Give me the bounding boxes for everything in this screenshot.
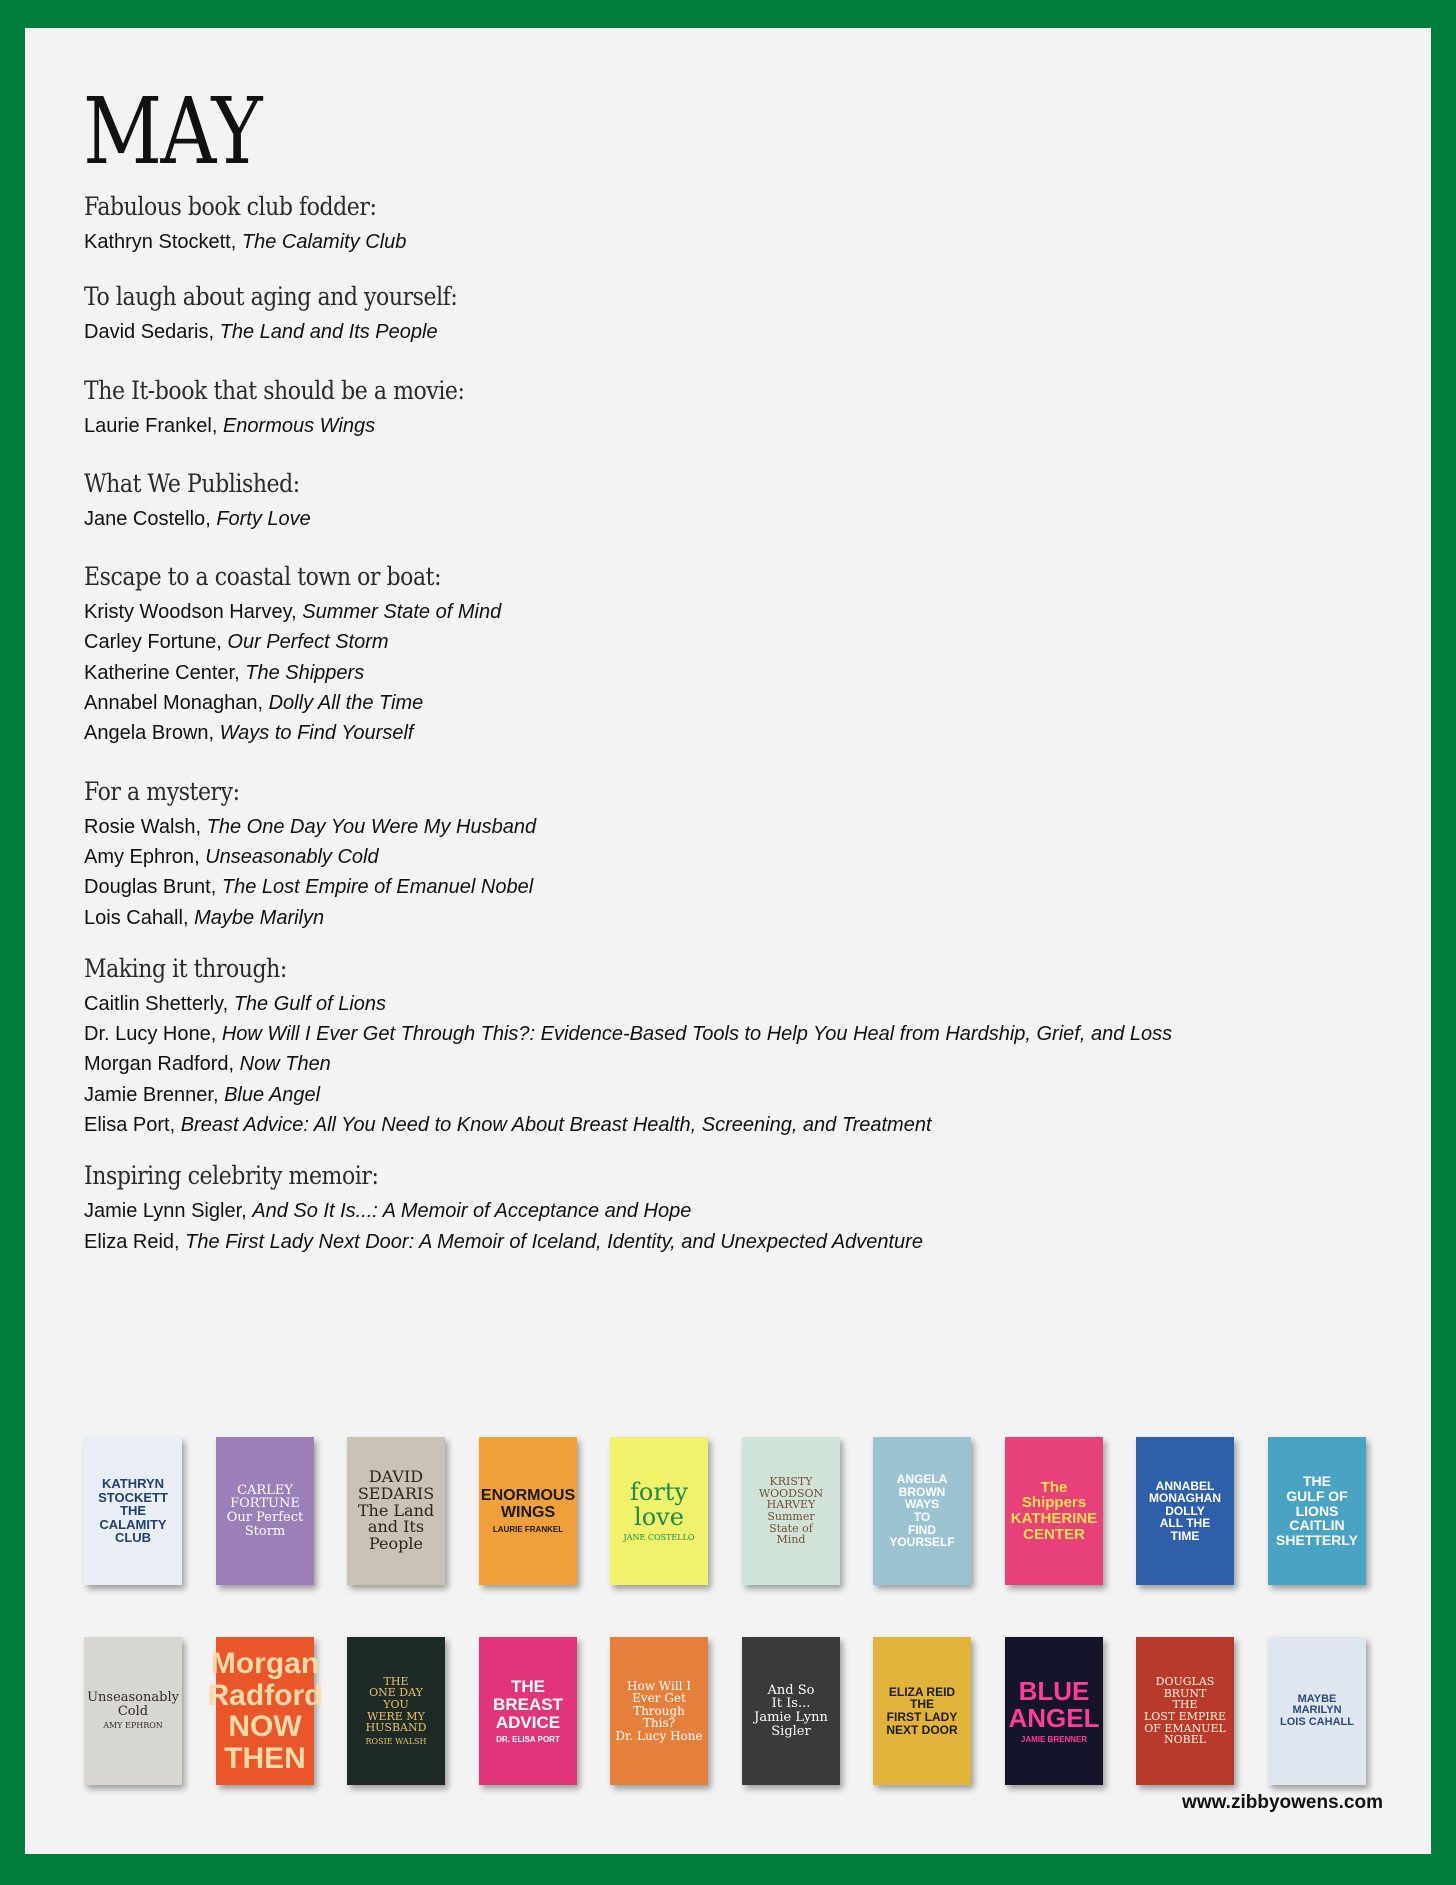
cover-text: SEDARIS bbox=[357, 1483, 435, 1503]
book-title: The One Day You Were My Husband bbox=[206, 815, 537, 838]
book-entry bbox=[84, 1019, 1424, 1049]
section bbox=[84, 279, 1424, 347]
book-cover-breast-advice[interactable] bbox=[479, 1637, 577, 1785]
cover-text: ANGEL bbox=[1008, 1702, 1100, 1733]
cover-text: BREAST bbox=[493, 1694, 563, 1714]
cover-text: The Land and Its People bbox=[357, 1500, 435, 1554]
cover-text: TIME bbox=[1170, 1528, 1200, 1543]
book-title: Maybe Marilyn bbox=[194, 906, 325, 929]
section bbox=[84, 189, 1424, 257]
author-name: Laurie Frankel bbox=[84, 414, 212, 437]
cover-text: Through bbox=[633, 1703, 685, 1718]
cover-text: THE bbox=[120, 1503, 146, 1519]
book-entry bbox=[84, 688, 1424, 718]
cover-text: Cold bbox=[117, 1703, 149, 1719]
book-cover-maybe-marilyn[interactable] bbox=[1268, 1637, 1366, 1785]
cover-text: ONE DAY bbox=[369, 1686, 423, 1700]
cover-text: CALAMITY bbox=[99, 1516, 167, 1532]
section-heading: For a mystery: bbox=[84, 776, 240, 806]
book-entry bbox=[84, 411, 1424, 441]
separator: , bbox=[216, 631, 228, 654]
section bbox=[84, 774, 1424, 933]
book-title: Now Then bbox=[239, 1053, 331, 1076]
book-cover-gulf-of-lions[interactable] bbox=[1268, 1437, 1366, 1585]
book-cover-and-so-it-is[interactable] bbox=[742, 1637, 840, 1785]
cover-text: LIONS bbox=[1295, 1502, 1339, 1519]
cover-text: State of bbox=[769, 1521, 813, 1535]
book-entry bbox=[84, 842, 1424, 872]
separator: , bbox=[169, 1114, 181, 1137]
section-heading: Escape to a coastal town or boat: bbox=[84, 562, 442, 592]
cover-text: KRISTY bbox=[769, 1475, 813, 1489]
cover-text: YOU bbox=[383, 1698, 409, 1712]
author-name: Katherine Center bbox=[84, 661, 235, 684]
section bbox=[84, 951, 1424, 1140]
book-entry bbox=[84, 317, 1424, 347]
cover-text: CAITLIN bbox=[1289, 1517, 1345, 1534]
book-cover-calamity-club[interactable] bbox=[84, 1437, 182, 1585]
cover-text: ANNABEL bbox=[1155, 1478, 1215, 1493]
author-name: Eliza Reid bbox=[84, 1230, 175, 1253]
section bbox=[84, 466, 1424, 534]
cover-text: MONAGHAN bbox=[1149, 1491, 1221, 1506]
cover-text: DOUGLAS BRUNT bbox=[1155, 1675, 1215, 1700]
cover-text: LOIS CAHALL bbox=[1280, 1715, 1354, 1728]
book-entry bbox=[84, 718, 1424, 748]
book-title: The Shippers bbox=[245, 661, 365, 684]
book-entry bbox=[84, 227, 1424, 257]
book-entry bbox=[84, 1080, 1424, 1110]
book-entry bbox=[84, 1196, 1424, 1226]
cover-text: THEN bbox=[224, 1741, 306, 1775]
book-title: Breast Advice: All You Need to Know About Breast Health, Screening, and Treatment bbox=[180, 1114, 932, 1137]
book-cover-how-will-i-ever-get-through-this[interactable] bbox=[610, 1637, 708, 1785]
author-name: Kristy Woodson Harvey bbox=[84, 601, 292, 624]
book-cover-gallery bbox=[84, 1437, 1404, 1837]
cover-text: SHETTERLY bbox=[1276, 1532, 1358, 1549]
book-title: The Gulf of Lions bbox=[233, 992, 387, 1015]
separator: , bbox=[174, 1230, 186, 1253]
book-cover-dolly-all-the-time[interactable] bbox=[1136, 1437, 1234, 1585]
author-name: Elisa Port bbox=[84, 1114, 170, 1137]
separator: , bbox=[291, 601, 303, 624]
separator: , bbox=[195, 815, 207, 838]
cover-text: ELIZA REID bbox=[888, 1684, 956, 1699]
separator: , bbox=[210, 876, 222, 899]
book-cover-blue-angel[interactable] bbox=[1005, 1637, 1103, 1785]
cover-text: NOBEL bbox=[1163, 1733, 1207, 1747]
cover-text: OF EMANUEL bbox=[1144, 1721, 1226, 1735]
cover-text: Shippers bbox=[1021, 1494, 1087, 1512]
author-name: Jamie Lynn Sigler bbox=[84, 1200, 242, 1223]
cover-text: Ever Get bbox=[632, 1691, 686, 1706]
cover-text: DAVID bbox=[368, 1467, 424, 1486]
author-name: Amy Ephron bbox=[84, 845, 195, 868]
cover-text: LAURIE FRANKEL bbox=[492, 1524, 564, 1534]
section-heading: What We Published: bbox=[84, 468, 300, 498]
section-heading: To laugh about aging and yourself: bbox=[84, 282, 458, 312]
cover-text: How Will I bbox=[627, 1678, 691, 1693]
book-cover-ways-to-find-yourself[interactable] bbox=[873, 1437, 971, 1585]
cover-text: FIRST LADY bbox=[886, 1710, 958, 1724]
author-name: Annabel Monaghan bbox=[84, 692, 258, 715]
book-title: Unseasonably Cold bbox=[205, 845, 379, 868]
book-entry bbox=[84, 989, 1424, 1019]
book-entry bbox=[84, 597, 1424, 627]
book-entry bbox=[84, 903, 1424, 933]
separator: , bbox=[208, 321, 220, 344]
cover-text: Summer bbox=[767, 1510, 815, 1523]
book-title: Our Perfect Storm bbox=[227, 631, 389, 654]
book-entry bbox=[84, 658, 1424, 688]
section-heading: Making it through: bbox=[84, 953, 287, 983]
book-entry bbox=[84, 1227, 1424, 1257]
recommendation-list bbox=[84, 189, 1424, 1257]
book-title: The First Lady Next Door: A Memoir of Iceland, Identity, and Unexpected Adventure bbox=[185, 1230, 923, 1253]
section-heading: Fabulous book club fodder: bbox=[84, 192, 377, 221]
section bbox=[84, 559, 1424, 748]
book-title: Enormous Wings bbox=[222, 414, 376, 437]
cover-text: YOURSELF bbox=[889, 1535, 955, 1550]
cover-text: Mind bbox=[776, 1533, 806, 1547]
author-name: Dr. Lucy Hone bbox=[84, 1023, 211, 1046]
book-cover-now-then[interactable] bbox=[207, 1637, 323, 1785]
book-title: Summer State of Mind bbox=[302, 601, 502, 624]
cover-text: TO bbox=[913, 1510, 931, 1524]
author-name: Morgan Radford bbox=[84, 1053, 229, 1076]
cover-text: THE bbox=[511, 1677, 545, 1697]
cover-text: And So bbox=[767, 1682, 815, 1698]
cover-text: JANE COSTELLO bbox=[623, 1532, 695, 1542]
author-name: Jane Costello bbox=[84, 507, 206, 530]
author-name: Lois Cahall bbox=[84, 906, 183, 929]
cover-text: ANGELA BROWN bbox=[896, 1472, 948, 1499]
separator: , bbox=[234, 661, 246, 684]
book-title: The Lost Empire of Emanuel Nobel bbox=[221, 876, 534, 899]
page-title: MAY bbox=[83, 78, 261, 185]
cover-text: AMY EPHRON bbox=[103, 1721, 163, 1731]
author-name: Kathryn Stockett bbox=[84, 231, 231, 253]
cover-row bbox=[84, 1637, 1404, 1787]
separator: , bbox=[182, 906, 195, 929]
cover-text: It Is... bbox=[771, 1696, 811, 1712]
cover-text: HARVEY bbox=[766, 1498, 816, 1512]
separator: , bbox=[194, 845, 206, 868]
author-name: Angela Brown bbox=[84, 722, 209, 745]
cover-text: JAMIE BRENNER bbox=[1020, 1735, 1088, 1745]
author-name: Carley Fortune bbox=[84, 631, 217, 654]
separator: , bbox=[205, 507, 217, 530]
separator: , bbox=[257, 692, 269, 715]
book-title: Blue Angel bbox=[224, 1083, 321, 1106]
book-entry bbox=[84, 1110, 1424, 1140]
cover-text: ADVICE bbox=[495, 1712, 561, 1732]
book-entry bbox=[84, 1049, 1424, 1079]
book-entry bbox=[84, 872, 1424, 902]
cover-text: MAYBE MARILYN bbox=[1292, 1692, 1342, 1717]
book-title: The Calamity Club bbox=[241, 231, 407, 253]
cover-text: WINGS bbox=[500, 1503, 556, 1521]
cover-text: forty bbox=[629, 1477, 688, 1506]
page bbox=[25, 28, 1431, 1854]
cover-text: FIND bbox=[908, 1522, 936, 1537]
separator: , bbox=[212, 1083, 225, 1106]
book-cover-lost-empire-emanuel-nobel[interactable] bbox=[1136, 1637, 1234, 1785]
cover-text: Jamie Lynn bbox=[754, 1710, 828, 1725]
cover-text: KATHERINE bbox=[1010, 1510, 1098, 1527]
book-title: And So It Is...: A Memoir of Acceptance and Hope bbox=[252, 1200, 692, 1223]
cover-text: DOLLY bbox=[1165, 1503, 1205, 1518]
website-url[interactable]: www.zibbyowens.com bbox=[1182, 1792, 1383, 1813]
cover-text: Morgan Radford bbox=[207, 1647, 323, 1712]
cover-text: HUSBAND bbox=[365, 1721, 427, 1735]
cover-text: WERE MY bbox=[367, 1709, 425, 1723]
cover-text: THE bbox=[910, 1697, 934, 1712]
cover-text: Dr. Lucy Hone bbox=[615, 1728, 703, 1743]
section-heading: The It-book that should be a movie: bbox=[84, 375, 465, 405]
book-entry bbox=[84, 504, 1424, 534]
book-title: How Will I Ever Get Through This?: Evidence-Based Tools to Help You Heal from Hardship, Grief, and Loss bbox=[221, 1023, 1173, 1046]
section bbox=[84, 373, 1424, 441]
cover-text: KATHRYN bbox=[101, 1475, 165, 1491]
separator: , bbox=[230, 231, 242, 253]
cover-text: CENTER bbox=[1023, 1525, 1085, 1543]
author-name: Rosie Walsh bbox=[84, 815, 196, 838]
author-name: Caitlin Shetterly bbox=[84, 992, 223, 1015]
cover-row bbox=[84, 1437, 1404, 1587]
book-title: Forty Love bbox=[216, 507, 311, 530]
book-cover-our-perfect-storm[interactable] bbox=[216, 1437, 314, 1585]
book-cover-unseasonably-cold[interactable] bbox=[84, 1637, 182, 1785]
book-cover-one-day-you-were-my-husband[interactable] bbox=[347, 1637, 445, 1785]
cover-text: ENORMOUS bbox=[480, 1487, 576, 1504]
cover-text: THE bbox=[1303, 1473, 1331, 1490]
cover-text: Storm bbox=[244, 1523, 286, 1539]
cover-text: DR. ELISA PORT bbox=[496, 1734, 560, 1744]
separator: , bbox=[228, 1053, 240, 1076]
book-cover-land-and-its-people[interactable] bbox=[347, 1437, 445, 1585]
cover-text: STOCKETT bbox=[98, 1489, 168, 1505]
book-cover-enormous-wings[interactable] bbox=[479, 1437, 577, 1585]
cover-text: LOST EMPIRE bbox=[1143, 1710, 1227, 1723]
cover-text: The bbox=[1040, 1478, 1068, 1496]
book-cover-summer-state-of-mind[interactable] bbox=[742, 1437, 840, 1585]
cover-text: CARLEY bbox=[237, 1482, 293, 1498]
cover-text: THE bbox=[383, 1674, 409, 1688]
separator: , bbox=[211, 414, 223, 437]
book-cover-the-shippers[interactable] bbox=[1005, 1437, 1103, 1585]
book-cover-first-lady-next-door[interactable] bbox=[873, 1637, 971, 1785]
cover-text: This? bbox=[642, 1716, 676, 1731]
cover-text: Sigler bbox=[771, 1723, 811, 1739]
cover-text: CLUB bbox=[114, 1530, 152, 1546]
book-title: Dolly All the Time bbox=[268, 692, 424, 715]
cover-text: GULF OF bbox=[1286, 1487, 1348, 1504]
book-entry bbox=[84, 627, 1424, 657]
cover-text: WAYS bbox=[904, 1497, 940, 1512]
book-title: Ways to Find Yourself bbox=[219, 722, 414, 745]
author-name: Douglas Brunt bbox=[84, 876, 211, 899]
cover-text: WOODSON bbox=[758, 1486, 824, 1500]
book-cover-forty-love[interactable] bbox=[610, 1437, 708, 1585]
cover-text: FORTUNE bbox=[230, 1496, 300, 1512]
book-title: The Land and Its People bbox=[219, 321, 438, 344]
separator: , bbox=[222, 992, 234, 1015]
author-name: David Sedaris bbox=[84, 321, 209, 344]
cover-text: Unseasonably bbox=[87, 1690, 179, 1706]
cover-text: BLUE bbox=[1018, 1675, 1090, 1706]
cover-text: ALL THE bbox=[1159, 1516, 1211, 1531]
separator: , bbox=[210, 1023, 222, 1046]
section bbox=[84, 1158, 1424, 1257]
separator: , bbox=[208, 722, 220, 745]
separator: , bbox=[241, 1200, 253, 1223]
cover-text: THE bbox=[1172, 1698, 1198, 1712]
book-entry bbox=[84, 812, 1424, 842]
cover-text: Our Perfect bbox=[226, 1510, 304, 1525]
section-heading: Inspiring celebrity memoir: bbox=[84, 1161, 379, 1191]
cover-text: ROSIE WALSH bbox=[365, 1736, 427, 1746]
author-name: Jamie Brenner bbox=[84, 1083, 213, 1106]
cover-text: NOW bbox=[228, 1710, 302, 1743]
cover-text: NEXT DOOR bbox=[886, 1722, 958, 1737]
cover-text: love bbox=[634, 1502, 684, 1531]
